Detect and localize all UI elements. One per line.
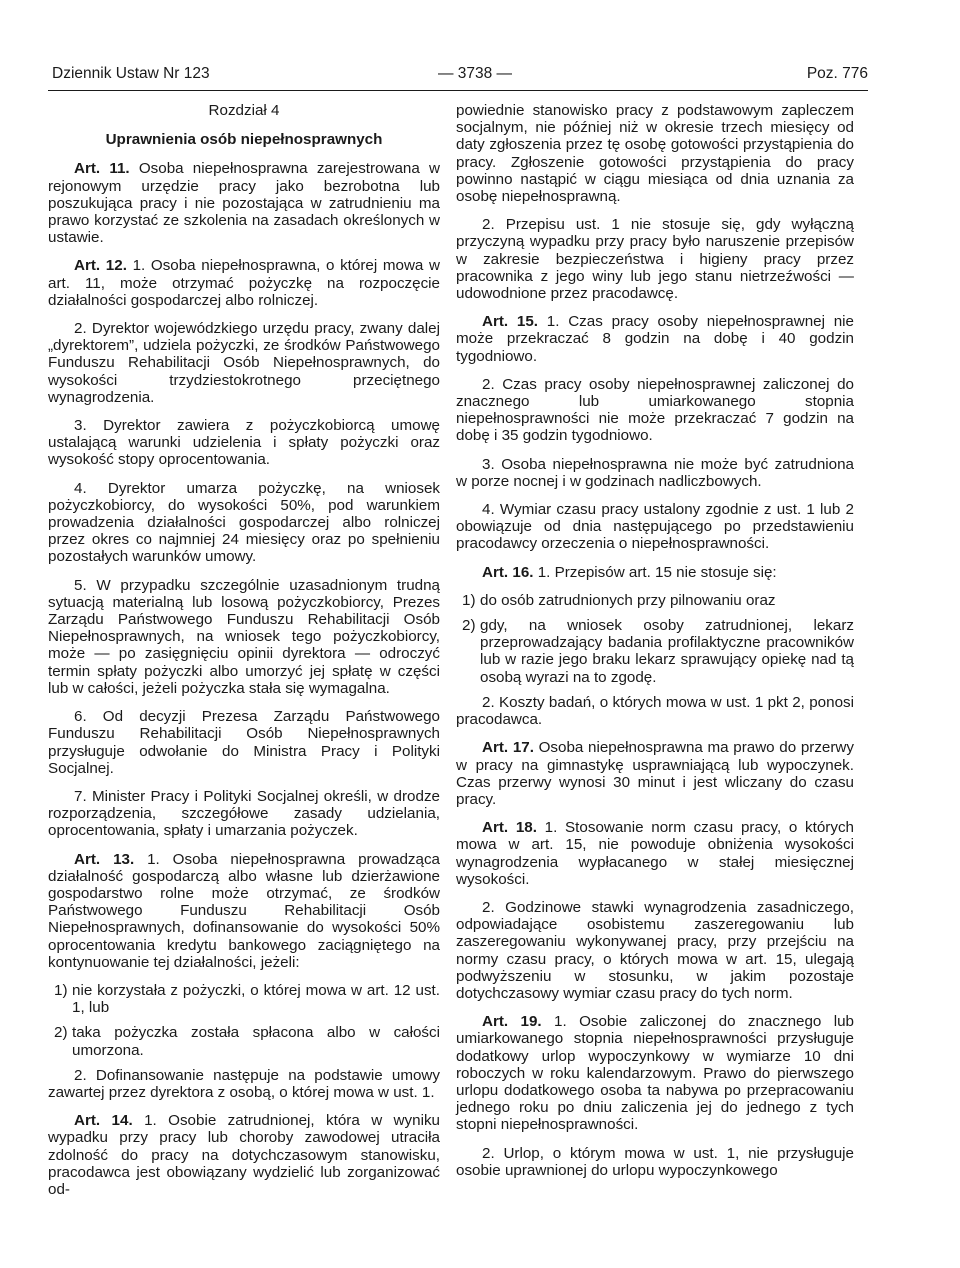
art-14-text-1: 1. Osobie zatrudnionej, która w wyniku wypadku przy pracy lub choroby zawodowej utraciła zdolność do pracy na dotychczasowym stanowisku, pracodawca jest obowiązany wydzielić lub zorganizować od-	[48, 1112, 440, 1198]
art-12-paragraph-2: 2. Dyrektor wojewódzkiego urzędu pracy, zwany dalej „dyrektorem”, udziela pożyczki, ze środków Państwowego Funduszu Rehabilitacji Osób Niepełnosprawnych, do wysokości trzydziestokrotnego przeciętnego wynagrodzenia.	[48, 320, 440, 406]
journal-title: Dziennik Ustaw Nr 123	[52, 65, 210, 82]
header-divider	[48, 90, 868, 91]
position-number: Poz. 776	[806, 65, 868, 82]
art-19-text-1: 1. Osobie zaliczonej do znacznego lub umiarkowanego stopnia niepełnosprawności przysługuje dodatkowy urlop wypoczynkowy w wymiarze 10 dni roboczych w roku kalendarzowym. Prawo do pierwszego urlopu dodatkowego osoba ta nabywa po przepracowaniu jednego roku po dniu zaliczenia jej do jednego z tych stopni niepełnosprawności.	[456, 1013, 854, 1134]
art-16-item-1	[456, 592, 854, 609]
art-17-paragraph-1	[456, 739, 854, 808]
art-11-paragraph	[48, 160, 440, 246]
right-column	[456, 102, 854, 1190]
art-14-paragraph-1	[48, 1112, 440, 1198]
art-13-item-2	[48, 1024, 440, 1058]
art-18-text-1: 1. Stosowanie norm czasu pracy, o których mowa w art. 15, nie powoduje obniżenia wysokości wynagrodzenia wypłacanego w stałej miesięcznej wysokości.	[456, 819, 854, 888]
art-15-paragraph-3: 3. Osoba niepełnosprawna nie może być zatrudniona w porze nocnej i w godzinach nadliczbowych.	[456, 455, 854, 490]
art-12-paragraph-5: 5. W przypadku szczególnie uzasadnionym trudną sytuacją materialną lub losową pożyczkobiorcy, Prezes Zarządu Państwowego Funduszu Rehabilitacji Osób Niepełnosprawnych, na wniosek tego pożyczkobiorcy, może — po zasięgnięciu opinii dyrektora — odroczyć termin spłaty pożyczki albo umorzyć jej spłatę w części lub w całości, jeżeli pożyczka stała się wymagalna.	[48, 576, 440, 697]
art-16-text-1: 1. Przepisów art. 15 nie stosuje się:	[533, 563, 777, 581]
art-16-paragraph-1	[456, 564, 854, 581]
art-16-item-2	[456, 617, 854, 686]
art-13-item-1	[48, 982, 440, 1016]
chapter-number: Rozdział 4	[208, 102, 280, 119]
art-15-text-1: 1. Czas pracy osoby niepełnosprawnej nie może przekraczać 8 godzin na dobę i 40 godzin tygodniowo.	[456, 313, 854, 365]
art-12-paragraph-7: 7. Minister Pracy i Polityki Socjalnej określi, w drodze rozporządzenia, szczegółowe zasady udzielania, oprocentowania, spłaty i umarzania pożyczek.	[48, 787, 440, 840]
list-item-text: nie korzystała z pożyczki, o której mowa w art. 12 ust. 1, lub	[72, 981, 440, 1017]
list-item-text: gdy, na wniosek osoby zatrudnionej, lekarz przeprowadzający badania profilaktyczne pracowników lub w razie jego braku lekarz sprawujący opiekę nad tą osobą wyrazi na to zgodę.	[480, 617, 854, 686]
art-13-paragraph-1	[48, 851, 440, 971]
art-15-paragraph-1	[456, 313, 854, 365]
art-19-paragraph-1	[456, 1013, 854, 1133]
list-item-text: do osób zatrudnionych przy pilnowaniu oraz	[480, 591, 776, 609]
art-15-paragraph-2: 2. Czas pracy osoby niepełnosprawnej zaliczonej do znacznego lub umiarkowanego stopnia niepełnosprawności nie może przekraczać 7 godzin na dobę i 35 godzin tygodniowo.	[456, 375, 854, 445]
art-12-paragraph-4: 4. Dyrektor umarza pożyczkę, na wniosek pożyczkobiorcy, do wysokości 50%, pod warunkiem prowadzenia działalności gospodarczej albo rolniczej przez okres co najmniej 24 miesięcy oraz po spełnieniu pozostałych warunków umowy.	[48, 479, 440, 566]
list-number: 2)	[54, 1024, 68, 1042]
art-12-paragraph-3: 3. Dyrektor zawiera z pożyczkobiorcą umowę ustalającą warunki udzielenia i spłaty pożyczki oraz wysokość stopy oprocentowania.	[48, 417, 440, 469]
art-15-label: Art. 15.	[482, 313, 539, 331]
art-16-paragraph-2: 2. Koszty badań, o których mowa w ust. 1 pkt 2, ponosi pracodawca.	[456, 693, 854, 729]
art-12-paragraph-6: 6. Od decyzji Prezesa Zarządu Państwowego Funduszu Rehabilitacji Osób Niepełnosprawnych przysługuje odwołanie do Ministra Pracy i Polityki Socjalnej.	[48, 708, 440, 777]
art-18-paragraph-1	[456, 819, 854, 888]
art-13-text-1: 1. Osoba niepełnosprawna prowadząca działalność gospodarczą albo własne lub dzierżawione gospodarstwo rolne może otrzymać, ze środków Państwowego Funduszu Rehabilitacji Osób Niepełnosprawnych, dofinansowanie do wysokości 50% oprocentowania kredytu bankowego zaciągniętego na kontynuowanie tej działalności, jeżeli:	[48, 850, 440, 971]
art-15-paragraph-4: 4. Wymiar czasu pracy ustalony zgodnie z ust. 1 lub 2 obowiązuje od dnia następującego po przedstawieniu pracodawcy orzeczenia o niepełnosprawności.	[456, 501, 854, 553]
page-header	[52, 64, 868, 88]
art-19-label: Art. 19.	[482, 1013, 542, 1031]
chapter-title: Uprawnienia osób niepełnosprawnych	[105, 131, 383, 149]
page-number: — 3738 —	[437, 65, 513, 82]
art-12-label: Art. 12.	[74, 257, 127, 275]
art-18-label: Art. 18.	[482, 819, 537, 837]
list-number: 2)	[462, 617, 476, 635]
art-14-paragraph-2: 2. Przepisu ust. 1 nie stosuje się, gdy wyłączną przyczyną wypadku przy pracy było naruszenie przepisów w zakresie bezpieczeństwa i higieny pracy przez pracownika z jego winy lub jego stanu nietrzeźwości — udowodnione przez pracodawcę.	[456, 216, 854, 303]
list-number: 1)	[462, 591, 476, 609]
art-17-label: Art. 17.	[482, 739, 534, 757]
art-16-label: Art. 16.	[482, 563, 534, 581]
list-item-text: taka pożyczka została spłacona albo w całości umorzona.	[72, 1024, 440, 1059]
art-13-paragraph-2: 2. Dofinansowanie następuje na podstawie umowy zawartej przez dyrektora z osobą, o której mowa w ust. 1.	[48, 1066, 440, 1101]
art-18-paragraph-2: 2. Godzinowe stawki wynagrodzenia zasadniczego, odpowiadające osobistemu zaszeregowaniu lub zaszeregowaniu wykonywanej pracy, przy przejściu na normy czasu pracy, o których mowa w art. 15, ulegają podwyższeniu w stosunku, w jakim pozostaje dotychczasowy wymiar czasu pracy do tych norm.	[456, 898, 854, 1002]
art-14-label: Art. 14.	[74, 1112, 133, 1130]
art-14-continuation: powiednie stanowisko pracy z podstawowym zapleczem socjalnym, nie później niż w okresie trzech miesięcy od daty zgłoszenia przez tę osobę gotowości przystąpienia do pracy. Zgłoszenie gotowości przystąpienia do pracy powinno nastąpić w ciągu miesiąca od dnia uznania za osobę niepełnosprawną.	[456, 102, 854, 206]
art-13-label: Art. 13.	[74, 850, 135, 868]
art-12-text-1: 1. Osoba niepełnosprawna, o której mowa w art. 11, może otrzymać pożyczkę na rozpoczęcie działalności gospodarczej albo rolniczej.	[48, 257, 440, 309]
left-column	[48, 102, 440, 1209]
art-11-label: Art. 11.	[74, 160, 130, 178]
art-17-text-1: Osoba niepełnosprawna ma prawo do przerwy w pracy na gimnastykę usprawniającą lub wypoczynek. Czas przerwy wynosi 30 minut i jest wliczany do czasu pracy.	[456, 739, 854, 808]
art-12-paragraph-1	[48, 257, 440, 309]
list-number: 1)	[54, 981, 68, 999]
art-19-paragraph-2: 2. Urlop, o którym mowa w ust. 1, nie przysługuje osobie uprawnionej do urlopu wypoczynkowego	[456, 1144, 854, 1179]
art-11-text: Osoba niepełnosprawna zarejestrowana w rejonowym urzędzie pracy jako bezrobotna lub poszukująca pracy i nie pozostająca w zatrudnieniu ma prawo korzystać ze szkolenia na zasadach określonych w ustawie.	[48, 160, 440, 247]
